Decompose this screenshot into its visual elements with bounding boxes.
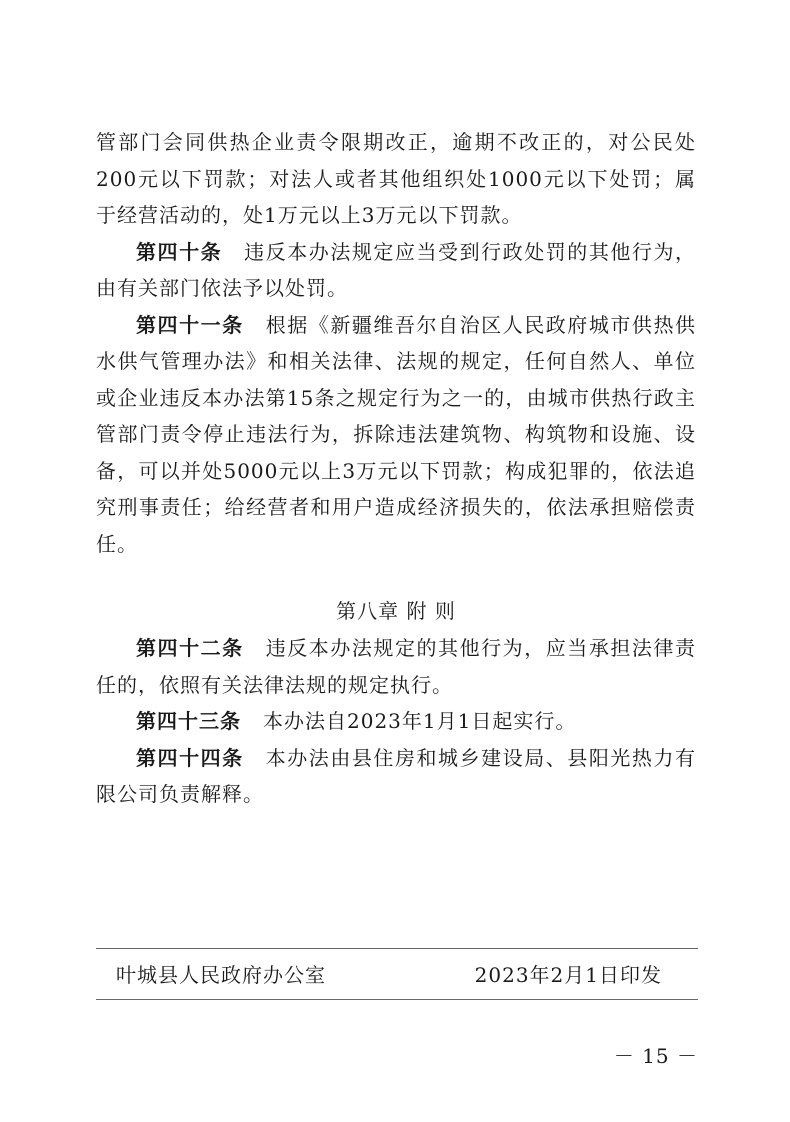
- article-label: 第四十条: [136, 239, 223, 264]
- article-43: [96, 703, 696, 740]
- article-text: 违反本办法规定应当受到行政处罚的其他行为，由有关部门依法予以处罚。: [96, 239, 697, 300]
- document-body: [96, 124, 696, 813]
- article-text: 违反本办法规定的其他行为，应当承担法律责任的，依照有关法律法规的规定执行。: [96, 636, 697, 697]
- article-44: [96, 740, 696, 813]
- article-text: 本办法由县住房和城乡建设局、县阳光热力有限公司负责解释。: [96, 745, 697, 806]
- page-number: － 15 －: [613, 1044, 698, 1068]
- issuing-office: 叶城县人民政府办公室: [116, 963, 326, 987]
- article-42: [96, 630, 696, 703]
- article-label: 第四十二条: [136, 636, 244, 660]
- article-41: [96, 307, 696, 563]
- article-label: 第四十一条: [136, 312, 244, 337]
- issuance-footer: [96, 948, 698, 1000]
- article-label: 第四十四条: [136, 745, 244, 770]
- continuation-paragraph: 管部门会同供热企业责令限期改正，逾期不改正的，对公民处200元以下罚款；对法人或者其他组织处1000元以下处罚；属于经营活动的，处1万元以上3万元以下罚款。: [96, 130, 696, 227]
- issue-date: 2023年2月1日印发: [474, 963, 662, 987]
- article-40: [96, 234, 696, 307]
- article-text: 根据《新疆维吾尔自治区人民政府城市供热供水供气管理办法》和相关法律、法规的规定，任何自然人、单位或企业违反本办法第15条之规定行为之一的，由城市供热行政主管部门责令停止违法行为，拆除违法建筑物、构筑物和设施、设备，可以并处5000元以上3万元以下罚款；构成犯罪的，依法追究刑事责任；给经营者和用户造成经济损失的，依法承担赔偿责任。: [96, 312, 697, 556]
- article-label: 第四十三条: [136, 709, 241, 733]
- article-text: 本办法自2023年1月1日起实行。: [263, 709, 577, 733]
- chapter-title: 第八章 附 则: [336, 599, 456, 623]
